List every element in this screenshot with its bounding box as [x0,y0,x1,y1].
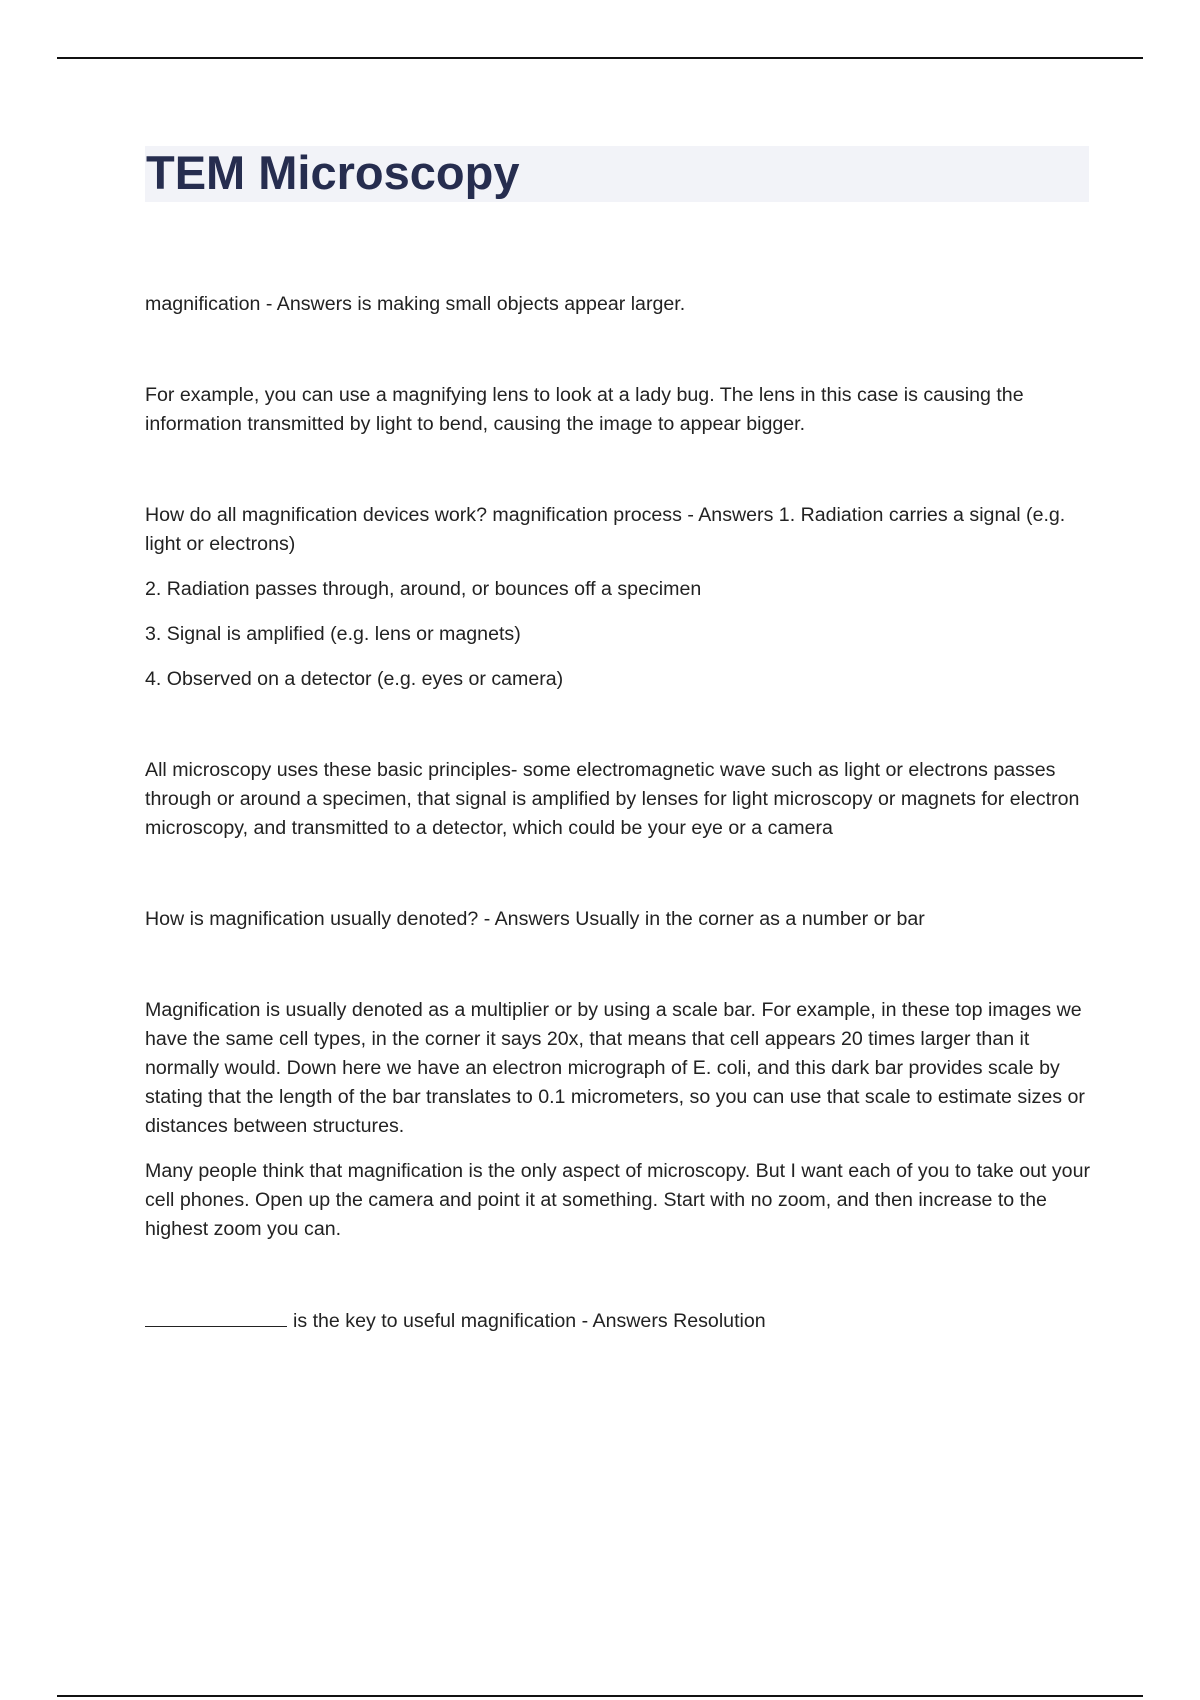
resolution-question-text: is the key to useful magnification - Answers Resolution [293,1310,766,1332]
paragraph-phone-zoom: Many people think that magnification is the only aspect of microscopy. But I want each of you to take out your cell phones. Open up the camera and point it at something. Start with no zoom, and then increase to the highest zoom you can. [145,1160,1091,1240]
paragraph-resolution-question [145,1306,1090,1336]
bottom-rule [57,1695,1143,1697]
paragraph-step-2: 2. Radiation passes through, around, or bounces off a specimen [145,578,702,600]
paragraph-step-4: 4. Observed on a detector (e.g. eyes or camera) [145,668,564,690]
paragraph-scale-bar-explanation: Magnification is usually denoted as a multiplier or by using a scale bar. For example, in these top images we have the same cell types, in the corner it says 20x, that means that cell appears 20 times larger than it normally would. Down here we have an electron micrograph of E. coli, and this dark bar provides scale by stating that the length of the bar translates to 0.1 micrometers, so you can use that scale to estimate sizes or distances between structures. [145,999,1085,1137]
paragraph-basic-principles: All microscopy uses these basic principles- some electromagnetic wave such as light or electrons passes through or around a specimen, that signal is amplified by lenses for light microscopy or magnets for electron microscopy, and transmitted to a detector, which could be your eye or a camera [145,759,1080,839]
paragraph-lady-bug-example: For example, you can use a magnifying lens to look at a lady bug. The lens in this case is causing the information transmitted by light to bend, causing the image to appear bigger. [145,384,1024,435]
fill-in-blank [145,1306,287,1327]
paragraph-magnification-denoted: How is magnification usually denoted? - Answers Usually in the corner as a number or bar [145,908,925,930]
document-body [145,290,1090,1336]
page-title: TEM Microscopy [146,146,520,199]
paragraph-magnification-definition: magnification - Answers is making small objects appear larger. [145,293,686,315]
paragraph-magnification-process: How do all magnification devices work? magnification process - Answers 1. Radiation carries a signal (e.g. light or electrons) [145,504,1066,555]
paragraph-step-3: 3. Signal is amplified (e.g. lens or magnets) [145,623,521,645]
top-rule [57,57,1143,59]
